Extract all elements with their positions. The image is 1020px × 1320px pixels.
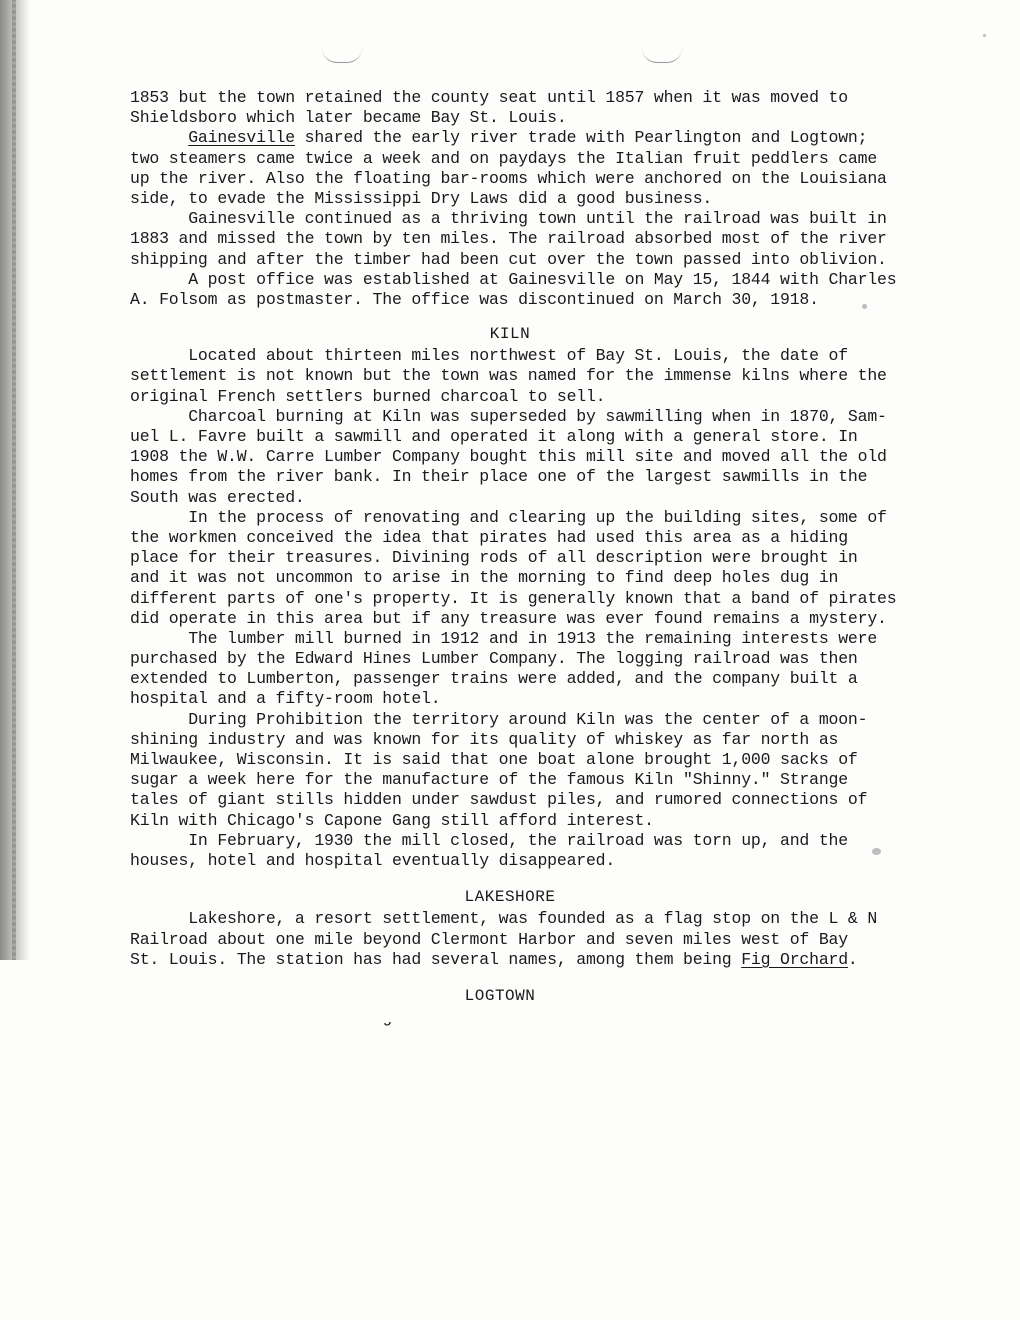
paragraph-line: tales of giant stills hidden under sawdust piles, and rumored connections of: [130, 790, 868, 810]
paragraph-line: original French settlers burned charcoal to sell.: [130, 386, 606, 406]
paragraph-line: purchased by the Edward Hines Lumber Company. The logging railroad was then: [130, 649, 858, 669]
paragraph-line: shipping and after the timber had been cut over the town passed into oblivion.: [130, 249, 887, 269]
typed-text-block: [130, 88, 920, 1028]
paragraph-line: In February, 1930 the mill closed, the railroad was torn up, and the: [130, 830, 848, 850]
paragraph-line: extended to Lumberton, passenger trains were added, and the company built a: [130, 669, 858, 689]
punch-hole-mark: [642, 48, 682, 63]
punch-hole-mark: [322, 48, 362, 63]
lakeshore-last-line: [130, 950, 920, 970]
intro-line: 1853 but the town retained the county seat until 1857 when it was moved to: [130, 88, 848, 107]
paragraph-line: 1883 and missed the town by ten miles. The railroad absorbed most of the river: [130, 229, 887, 249]
gainesville-first-line-text: shared the early river trade with Pearlington and Logtown;: [294, 128, 868, 148]
section-heading-logtown: LOGTOWN: [464, 986, 536, 1005]
binding-edge-shadow: [0, 0, 30, 960]
paragraph-line: Lakeshore, a resort settlement, was founded as a flag stop on the L & N: [130, 909, 878, 929]
paragraph-line: Kiln with Chicago's Capone Gang still afford interest.: [130, 810, 654, 830]
paragraph-line: settlement is not known but the town was named for the immense kilns where the: [130, 366, 887, 386]
paragraph-line: Located about thirteen miles northwest of Bay St. Louis, the date of: [130, 346, 848, 366]
scan-speck: [862, 304, 867, 309]
fig-orchard-underlined: Fig Orchard: [741, 949, 848, 969]
paragraph-line: different parts of one's property. It is generally known that a band of pirates: [130, 588, 897, 608]
paragraph-line: houses, hotel and hospital eventually disappeared.: [130, 850, 616, 870]
paragraph-line: did operate in this area but if any treasure was ever found remains a mystery.: [130, 608, 887, 628]
paragraph-line: place for their treasures. Divining rods of all description were brought in: [130, 548, 858, 568]
paragraph-line: A. Folsom as postmaster. The office was discontinued on March 30, 1918.: [130, 289, 819, 309]
paragraph-line: Milwaukee, Wisconsin. It is said that one boat alone brought 1,000 sacks of: [130, 750, 858, 769]
paragraph-line: A post office was established at Gainesville on May 15, 1844 with Charles: [130, 269, 897, 289]
paragraph-line: South was erected.: [130, 487, 305, 507]
lakeshore-last-line-period: .: [847, 949, 858, 969]
page-cut-mask: [120, 1010, 880, 1022]
paragraph-line: shining industry and was known for its quality of whiskey as far north as: [130, 729, 839, 749]
lakeshore-last-line-text: St. Louis. The station has had several names, among them being: [130, 949, 742, 969]
gainesville-first-line: [130, 128, 920, 148]
section-heading-kiln: KILN: [489, 325, 531, 344]
paragraph-line: two steamers came twice a week and on paydays the Italian fruit peddlers came: [130, 148, 878, 168]
scan-speck: [872, 848, 881, 855]
intro-line: Shieldsboro which later became Bay St. Louis.: [130, 108, 567, 128]
section-heading-lakeshore: LAKESHORE: [464, 888, 556, 907]
paragraph-line: homes from the river bank. In their place one of the largest sawmills in the: [130, 467, 868, 487]
paragraph-line: In the process of renovating and clearing up the building sites, some of: [130, 507, 887, 527]
gainesville-underlined-name: Gainesville: [188, 128, 295, 148]
paragraph-line: The lumber mill burned in 1912 and in 1913 the remaining interests were: [130, 628, 878, 648]
scan-speck: [983, 34, 986, 37]
paragraph-line: sugar a week here for the manufacture of the famous Kiln "Shinny." Strange: [130, 770, 848, 790]
paragraph-line: Gainesville continued as a thriving town until the railroad was built in: [130, 209, 887, 229]
paragraph-line: During Prohibition the territory around Kiln was the center of a moon-: [130, 709, 868, 729]
paragraph-line: the workmen conceived the idea that pirates had used this area as a hiding: [130, 527, 848, 547]
paragraph-line: Railroad about one mile beyond Clermont Harbor and seven miles west of Bay: [130, 929, 848, 949]
paragraph-line: hospital and a fifty-room hotel.: [130, 689, 441, 709]
paragraph-line: up the river. Also the floating bar-rooms which were anchored on the Louisiana: [130, 168, 887, 188]
paragraph-line: 1908 the W.W. Carre Lumber Company bought this mill site and moved all the old: [130, 447, 887, 467]
paragraph-line: uel L. Favre built a sawmill and operated it along with a general store. In: [130, 427, 858, 446]
paragraph-line: Charcoal burning at Kiln was superseded by sawmilling when in 1870, Sam-: [130, 406, 887, 426]
paragraph-line: side, to evade the Mississippi Dry Laws did a good business.: [130, 188, 713, 208]
paragraph-line: and it was not uncommon to arise in the morning to find deep holes dug in: [130, 568, 839, 588]
